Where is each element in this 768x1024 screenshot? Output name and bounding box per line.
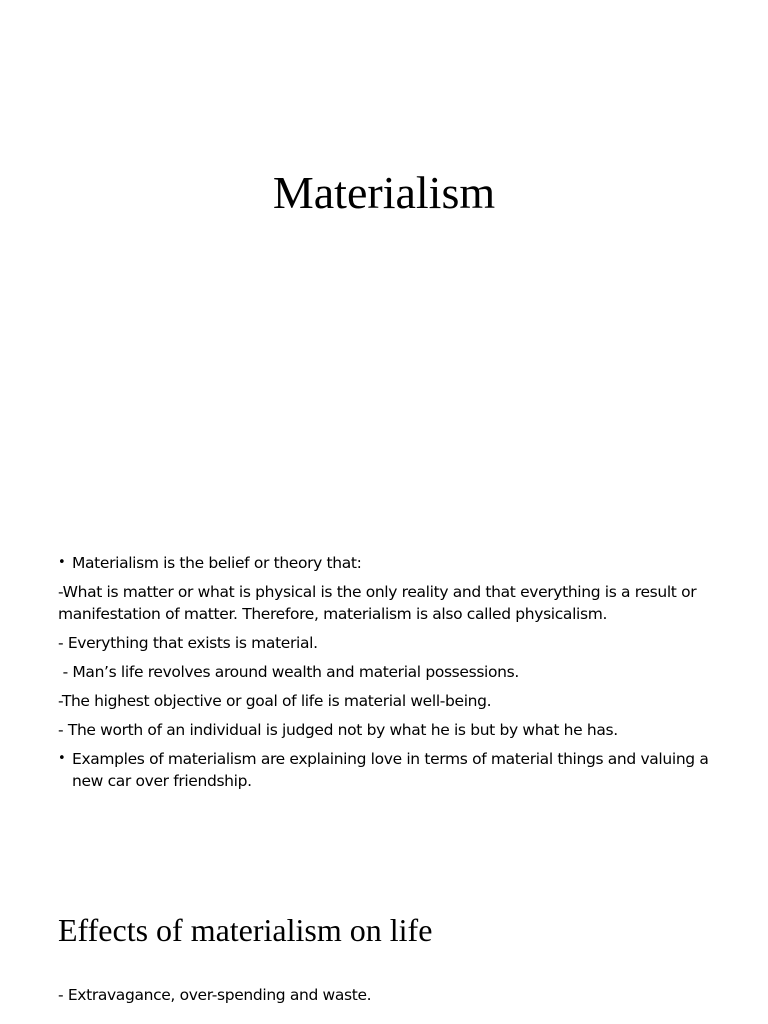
definition-list <box>58 552 738 799</box>
definition-lead-item <box>58 552 738 574</box>
slide-title: Materialism <box>272 167 496 218</box>
examples-text: Examples of materialism are explaining love in terms of material things and valuing a new car over friendship. <box>72 750 709 790</box>
definition-point: - Everything that exists is material. <box>58 634 318 652</box>
definition-point: -What is matter or what is physical is the only reality and that everything is a result or manifestation of matter. Therefore, materialism is also called physicalism. <box>58 583 697 623</box>
definition-point: - The worth of an individual is judged not by what he is but by what he has. <box>58 721 618 739</box>
bullet-icon: • <box>58 751 66 766</box>
examples-item <box>58 748 738 792</box>
effects-list <box>58 984 738 1013</box>
effects-heading: Effects of materialism on life <box>58 912 433 948</box>
definition-point: -The highest objective or goal of life is material well-being. <box>58 692 492 710</box>
effects-point: - Extravagance, over-spending and waste. <box>58 986 372 1004</box>
bullet-icon: • <box>58 555 66 570</box>
definition-lead: Materialism is the belief or theory that: <box>72 554 362 572</box>
definition-point: - Man’s life revolves around wealth and material possessions. <box>58 663 519 681</box>
